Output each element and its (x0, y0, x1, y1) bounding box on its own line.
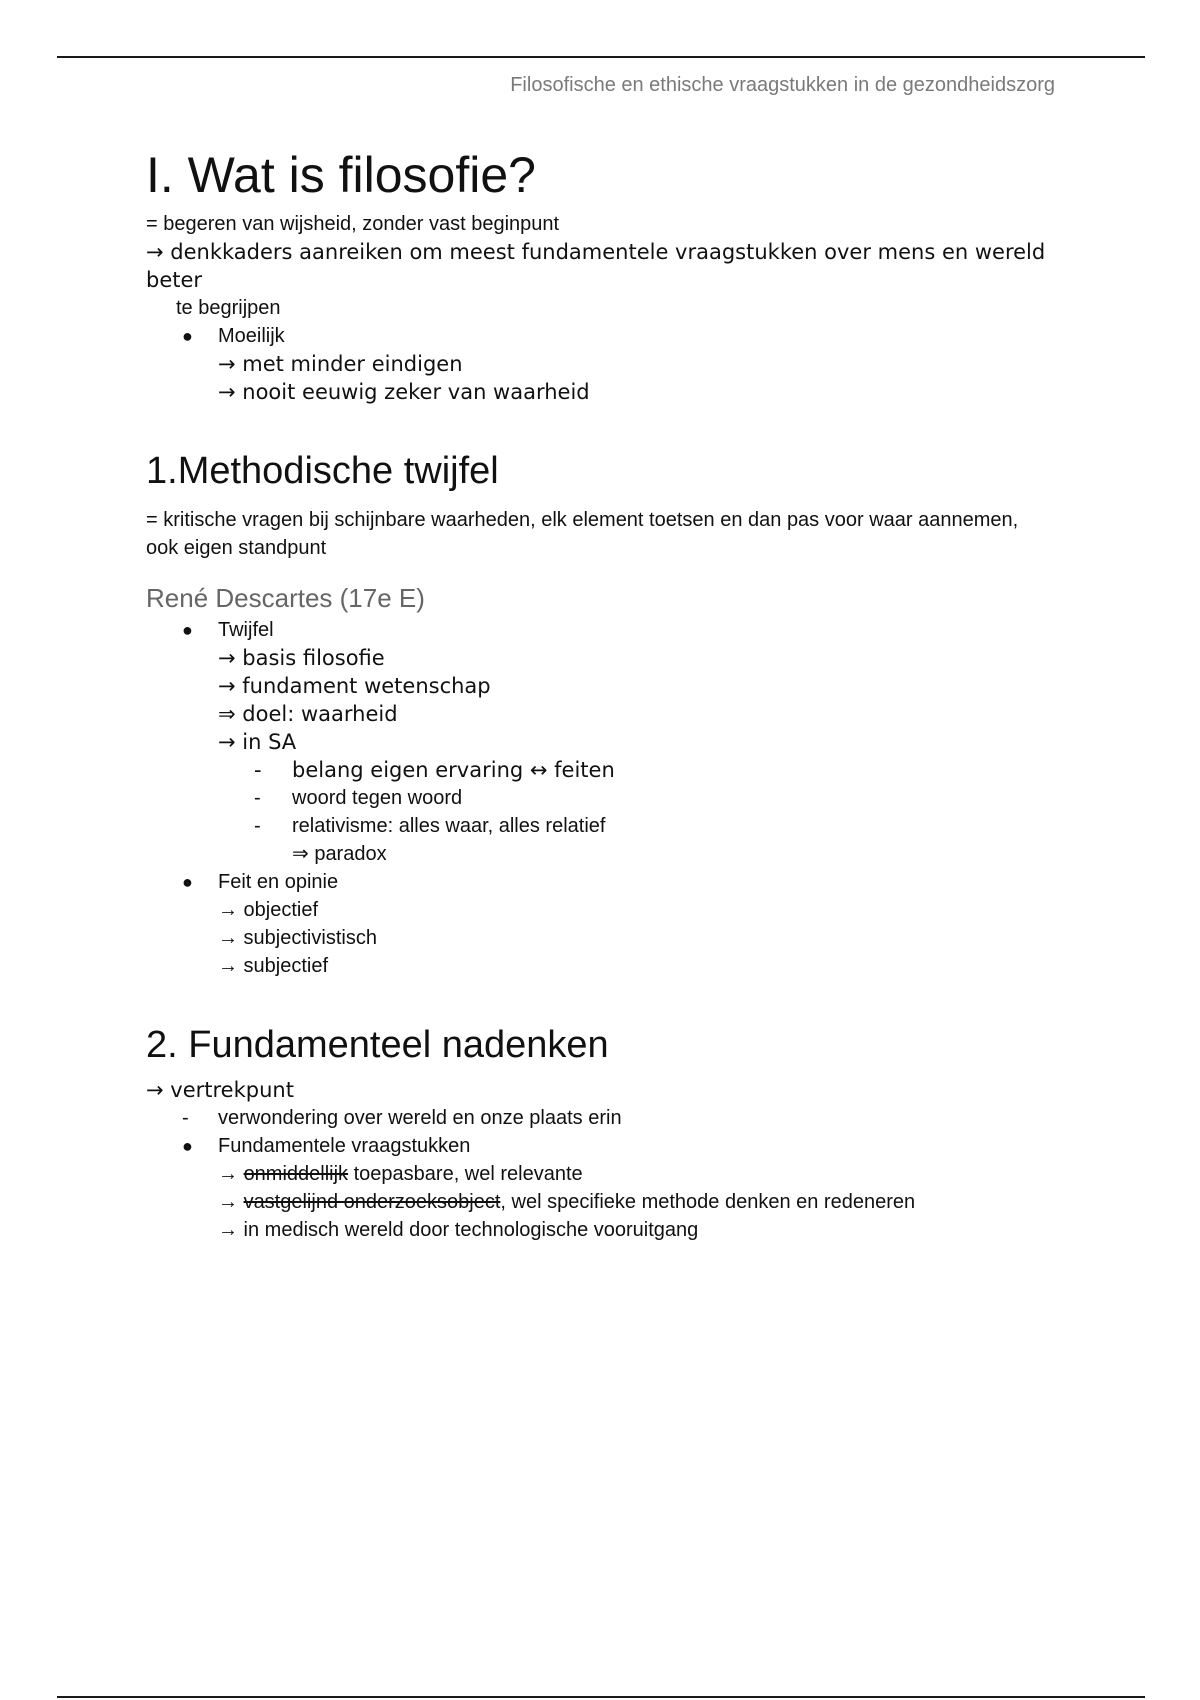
section-heading-1: 1.Methodische twijfel (146, 450, 499, 492)
twijfel-dash-item (146, 756, 1046, 784)
header-rule (57, 56, 1145, 58)
bullet-icon: ● (182, 872, 193, 892)
intro-bullet-label: Moeilijk (218, 325, 285, 347)
struck-text: vastgelijnd onderzoeksobject (243, 1191, 501, 1213)
feit-bullet (146, 868, 1046, 896)
twijfel-line: → in SA (218, 730, 297, 754)
section1-definition: = kritische vragen bij schijnbare waarheden, elk element toetsen en dan pas voor waar aannemen, ook eigen standpunt (146, 509, 1019, 559)
subsection-heading-descartes: René Descartes (17e E) (146, 583, 425, 613)
feit-line: → subjectivistisch (218, 927, 377, 949)
section-heading-2: 2. Fundamenteel nadenken (146, 1024, 609, 1066)
feit-bullet-label: Feit en opinie (218, 871, 339, 893)
footer-rule (57, 1696, 1145, 1698)
feit-line: → subjectief (218, 955, 329, 977)
twijfel-line: ⇒ doel: waarheid (218, 702, 398, 726)
arrow-prefix: → (218, 1191, 244, 1213)
twijfel-line: → basis filosofie (218, 646, 385, 670)
intro-definition: = begeren van wijsheid, zonder vast beginpunt (146, 213, 560, 235)
bullet-icon: ● (182, 620, 193, 640)
dash-icon: - (254, 787, 261, 809)
twijfel-dash-item (146, 812, 1046, 840)
dash-item-text: woord tegen woord (292, 787, 463, 809)
dash-item-text: verwondering over wereld en onze plaats erin (218, 1107, 622, 1129)
vraagstukken-line: → in medisch wereld door technologische vooruitgang (218, 1219, 699, 1241)
dash-item-text: relativisme: alles waar, alles relatief (292, 815, 606, 837)
running-header: Filosofische en ethische vraagstukken in de gezondheidszorg (510, 74, 1055, 96)
feit-line: → objectief (218, 899, 319, 921)
line-rest: , wel specifieke methode denken en redeneren (500, 1191, 916, 1213)
dash-item-text: belang eigen ervaring ↔ feiten (292, 758, 615, 782)
dash-icon: - (182, 1107, 189, 1129)
section2-dash-item (146, 1104, 1046, 1132)
line-rest: toepasbare, wel relevante (348, 1163, 583, 1185)
vraagstukken-line (146, 1188, 1046, 1216)
dash-icon: - (254, 758, 262, 782)
intro-arrow-line: → denkkaders aanreiken om meest fundamentele vraagstukken over mens en wereld beter (146, 240, 1046, 292)
page-title: I. Wat is filosofie? (146, 147, 536, 203)
vraagstukken-line (146, 1160, 1046, 1188)
twijfel-conclusion: ⇒ paradox (292, 843, 387, 865)
section2-arrow-line: → vertrekpunt (146, 1078, 294, 1102)
intro-sub-line: → met minder eindigen (218, 352, 463, 376)
vraagstukken-bullet (146, 1132, 1046, 1160)
document-body (146, 140, 1046, 1244)
twijfel-line: → fundament wetenschap (218, 674, 491, 698)
intro-bullet (146, 322, 1046, 350)
bullet-icon: ● (182, 1136, 193, 1156)
arrow-prefix: → (218, 1163, 244, 1185)
intro-sub-line: → nooit eeuwig zeker van waarheid (218, 380, 590, 404)
struck-text: onmiddellijk (243, 1163, 349, 1185)
bullet-icon: ● (182, 326, 193, 346)
twijfel-dash-item (146, 784, 1046, 812)
dash-icon: - (254, 815, 261, 837)
vraagstukken-bullet-label: Fundamentele vraagstukken (218, 1135, 471, 1157)
intro-continuation: te begrijpen (176, 297, 281, 319)
twijfel-bullet-label: Twijfel (218, 619, 274, 641)
twijfel-bullet (146, 616, 1046, 644)
